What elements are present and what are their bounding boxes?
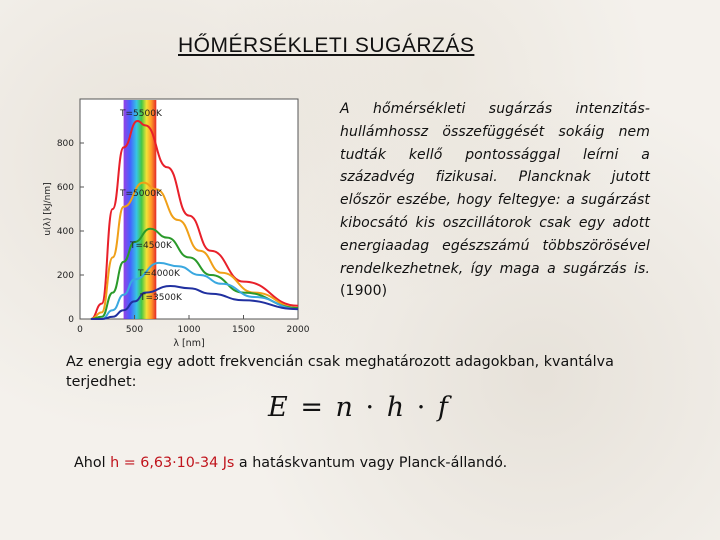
series-label-3500: T=3500K (140, 293, 182, 303)
x-tick-label: 2000 (286, 325, 310, 335)
footnote-prefix: Ahol (74, 455, 111, 471)
blackbody-chart-svg (40, 95, 320, 355)
y-tick-label: 400 (56, 227, 74, 237)
energy-formula (268, 392, 448, 423)
series-label-5500: T=5500K (120, 109, 162, 119)
formula-equals: = (300, 392, 323, 423)
formula-h: h (386, 392, 405, 423)
x-tick-label: 1500 (232, 325, 255, 335)
planck-paragraph (340, 98, 650, 303)
formula-dot-1: · (365, 392, 375, 423)
y-tick-label: 200 (56, 271, 74, 281)
formula-f: f (437, 392, 448, 423)
quantization-text: Az energia egy adott frekvencián csak meghatározott adagokban, kvantálva terjedhet: (66, 354, 614, 390)
x-axis-label: λ [nm] (173, 338, 205, 349)
formula-dot-2: · (416, 392, 426, 423)
series-label-4500: T=4500K (130, 241, 172, 251)
y-tick-label: 0 (68, 315, 74, 325)
x-tick-label: 1000 (177, 325, 201, 335)
y-tick-label: 800 (56, 139, 74, 149)
blackbody-chart (40, 95, 320, 355)
formula-n: n (335, 392, 353, 423)
planck-constant: h = 6,63·10-34 Js (110, 455, 235, 471)
x-tick-label: 500 (125, 325, 144, 335)
page-title: HŐMÉRSÉKLETI SUGÁRZÁS (178, 34, 475, 57)
footnote (74, 455, 507, 471)
series-label-5000: T=5000K (120, 189, 162, 199)
footnote-suffix: a hatáskvantum vagy Planck-állandó. (234, 455, 508, 471)
x-tick-label: 0 (77, 325, 83, 335)
planck-year: (1900) (340, 283, 388, 300)
y-tick-label: 600 (56, 183, 74, 193)
formula-energy: E (268, 392, 288, 423)
series-label-4000: T=4000K (138, 269, 180, 279)
y-axis-label: u(λ) [kJ/nm] (43, 182, 53, 236)
planck-paragraph-text: A hőmérsékleti sugárzás intenzitás-hullámhossz összefüggését sokáig nem tudták kellő pontossággal leírni a századvég fizikusai. Plancknak jutott először eszébe, hogy feltegye: a sugárzást kibocsátó kis oszcillátorok csak egy adott energiaadag egészszámú többszörösével rendelkezhetnek, így maga a sugárzás is. (340, 101, 650, 277)
